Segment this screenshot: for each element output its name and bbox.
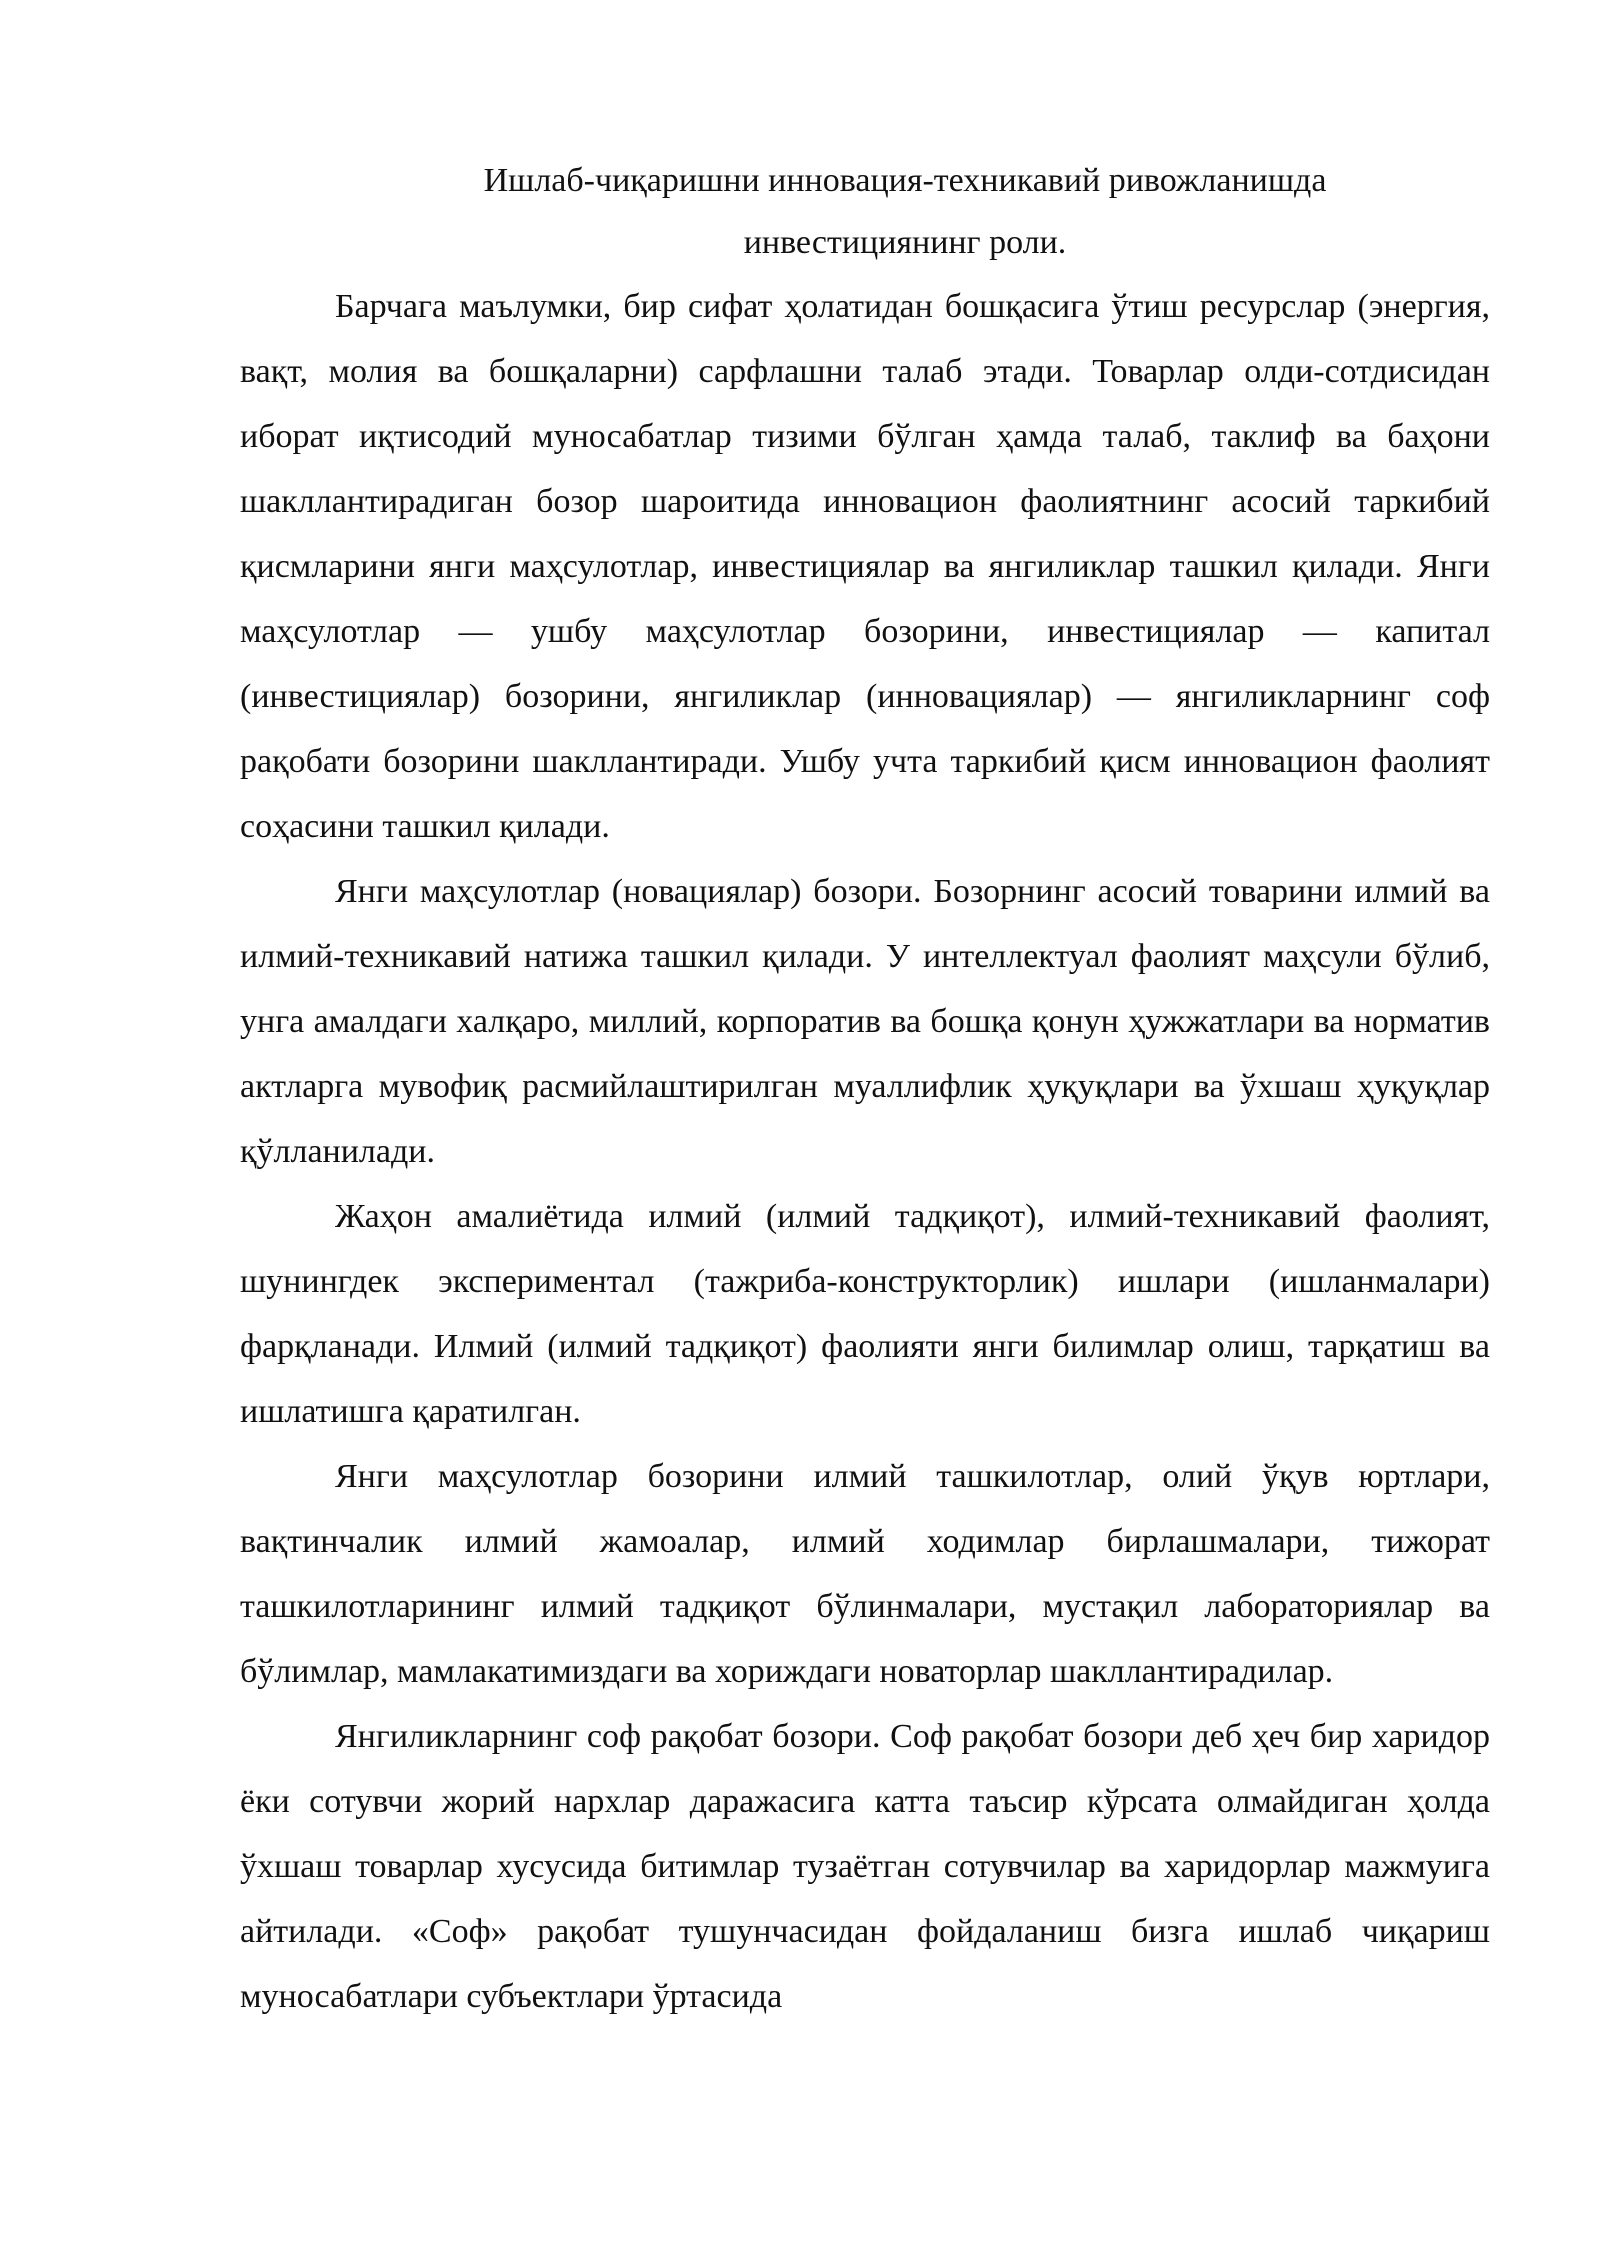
title-line-2: инвестициянинг роли. bbox=[743, 224, 1067, 261]
paragraph-pure-competition-market bbox=[240, 1704, 1490, 2029]
paragraph-text: Соф рақобат бозори деб ҳеч бир харидор ёки сотувчи жорий нархлар даражасига катта таъсир кўрсата олмайдиган ҳолда ўхшаш товарлар хусусида битимлар тузаётган сотувчилар ва харидорлар мажмуига айтилади. «Соф» рақобат тушунчасидан фойдаланиш бизга ишлаб чиқариш муносабатлари субъектлари ўртасида bbox=[240, 1718, 1491, 2015]
title-line-1: Ишлаб-чиқаришни инновация-техникавий ривожланишда bbox=[483, 162, 1327, 199]
document-page bbox=[240, 150, 1490, 2029]
paragraph-lead: Янгиликларнинг соф рақобат бозори. bbox=[335, 1718, 881, 1755]
paragraph-lead: Янги маҳсулотлар (новациялар) бозори. bbox=[335, 873, 922, 910]
paragraph-text: Барчага маълумки, бир сифат ҳолатидан бошқасига ўтиш ресурслар (энергия, вақт, молия ва бошқаларни) сарфлашни талаб этади. Товарлар олди-сотдисидан иборат иқтисодий муносабатлар тизими бўлган ҳамда талаб, таклиф ва баҳони шакллантирадиган бозор шароитида инновацион фаолиятнинг асосий таркибий қисмларини янги маҳсулотлар, инвестициялар ва янгиликлар ташкил қилади. Янги маҳсулотлар — ушбу маҳсулотлар бозорини, инвестициялар — капитал (инвестициялар) бозорини, янгиликлар (инновациялар) — янгиликларнинг соф рақобати бозорини шакллантиради. Ушбу учта таркибий қисм инновацион фаолият соҳасини ташкил қилади. bbox=[240, 288, 1490, 845]
paragraph-new-products-market bbox=[240, 859, 1490, 1184]
document-title bbox=[240, 150, 1490, 274]
paragraph-text: Янги маҳсулотлар бозорини илмий ташкилотлар, олий ўқув юртлари, вақтинчалик илмий жамоалар, илмий ходимлар бирлашмалари, тижорат ташкилотларининг илмий тадқиқот бўлинмалари, мустақил лабораториялар ва бўлимлар, мамлакатимиздаги ва хориждаги новаторлар шакллантирадилар. bbox=[240, 1458, 1490, 1690]
paragraph-text: Жаҳон амалиётида илмий (илмий тадқиқот), илмий-техникавий фаолият, шунингдек экспериментал (тажриба-конструкторлик) ишлари (ишланмалари) фарқланади. Илмий (илмий тадқиқот) фаолияти янги билимлар олиш, тарқатиш ва ишлатишга қаратилган. bbox=[240, 1198, 1490, 1430]
paragraph-world-practice bbox=[240, 1184, 1490, 1444]
paragraph-market-formers bbox=[240, 1444, 1490, 1704]
paragraph-intro bbox=[240, 274, 1490, 859]
paragraph-text: Бозорнинг асосий товарини илмий ва илмий-техникавий натижа ташкил қилади. У интеллектуал фаолият маҳсули бўлиб, унга амалдаги халқаро, миллий, корпоратив ва бошқа қонун ҳужжатлари ва норматив актларга мувофиқ расмийлаштирилган муаллифлик ҳуқуқлари ва ўхшаш ҳуқуқлар қўлланилади. bbox=[240, 873, 1490, 1170]
